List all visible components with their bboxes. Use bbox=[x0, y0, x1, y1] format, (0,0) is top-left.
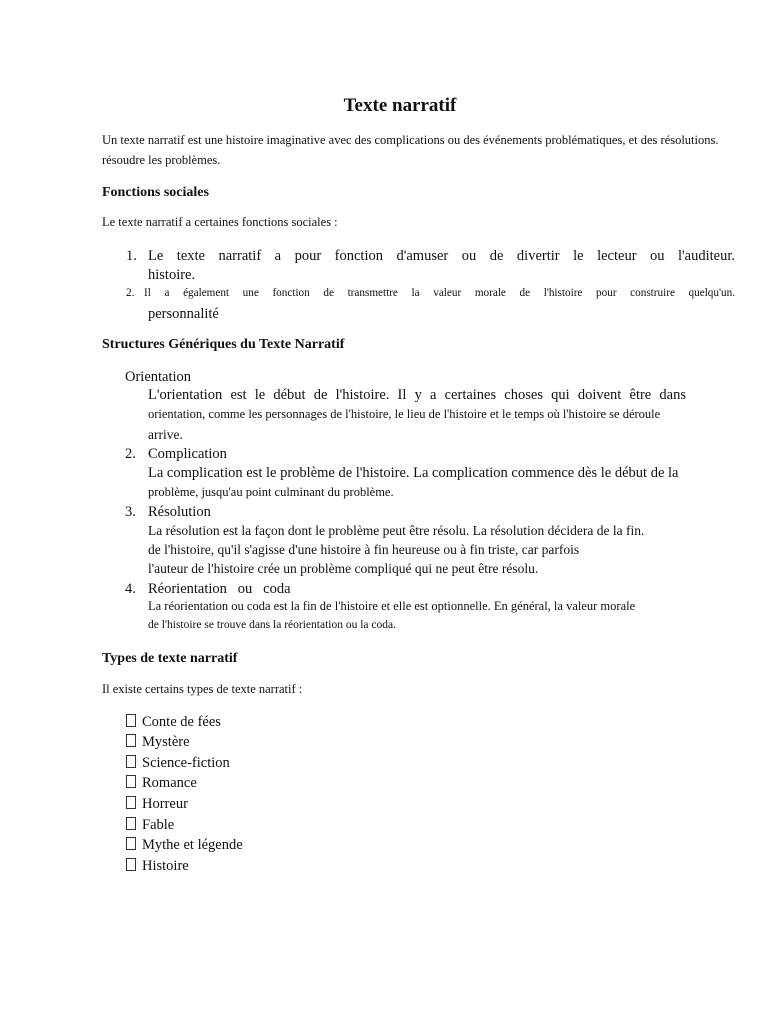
structure-coda-line-2: de l'histoire se trouve dans la réorientation ou la coda. bbox=[148, 619, 396, 631]
structure-complication-line-2: problème, jusqu'au point culminant du problème. bbox=[148, 485, 394, 499]
intro-line-1: Un texte narratif est une histoire imaginative avec des complications ou des événements problématiques, et des résolutions. bbox=[102, 133, 719, 147]
social-lead: Le texte narratif a certaines fonctions sociales : bbox=[102, 215, 338, 229]
checkbox-glyph-icon bbox=[126, 734, 136, 747]
social-item-2-line-2: personnalité bbox=[148, 306, 219, 322]
social-item-1-line-1: Le texte narratif a pour fonction d'amuser ou de divertir le lecteur ou l'auditeur. bbox=[148, 248, 735, 264]
type-item: Mythe et légende bbox=[126, 837, 243, 854]
structures-heading: Structures Génériques du Texte Narratif bbox=[102, 337, 345, 352]
structure-complication-line-1: La complication est le problème de l'histoire. La complication commence dès le début de la bbox=[148, 465, 679, 481]
intro-line-2: résoudre les problèmes. bbox=[102, 153, 221, 167]
structure-orientation-line-2: orientation, comme les personnages de l'histoire, le lieu de l'histoire et le temps où l'histoire se déroule bbox=[148, 407, 661, 421]
structure-coda-line-1: La réorientation ou coda est la fin de l'histoire et elle est optionnelle. En général, la valeur morale bbox=[148, 599, 636, 613]
checkbox-glyph-icon bbox=[126, 796, 136, 809]
structure-resolution-line-3: l'auteur de l'histoire crée un problème compliqué qui ne peut être résolu. bbox=[148, 561, 539, 576]
social-heading: Fonctions sociales bbox=[102, 185, 209, 200]
checkbox-glyph-icon bbox=[126, 837, 136, 850]
structure-complication-title: Complication bbox=[148, 446, 227, 462]
checkbox-glyph-icon bbox=[126, 714, 136, 727]
type-item: Science-fiction bbox=[126, 755, 230, 772]
social-item-2-number: 2. bbox=[126, 287, 135, 299]
structure-orientation-line-3: arrive. bbox=[148, 427, 183, 442]
social-item-1-number: 1. bbox=[126, 248, 137, 264]
type-item: Conte de fées bbox=[126, 714, 221, 731]
social-item-2-line-1: Il a également une fonction de transmettre la valeur morale de l'histoire pour construire quelqu'un. bbox=[144, 287, 735, 299]
document-title: Texte narratif bbox=[343, 95, 457, 116]
structure-resolution-title: Résolution bbox=[148, 504, 211, 520]
structure-coda-number: 4. bbox=[125, 581, 136, 597]
structure-resolution-number: 3. bbox=[125, 504, 136, 520]
checkbox-glyph-icon bbox=[126, 858, 136, 871]
social-item-1-line-2: histoire. bbox=[148, 267, 196, 283]
type-item: Horreur bbox=[126, 796, 188, 813]
type-item: Fable bbox=[126, 817, 174, 834]
structure-resolution-line-1: La résolution est la façon dont le problème peut être résolu. La résolution décidera de la fin. bbox=[148, 523, 645, 538]
structure-complication-number: 2. bbox=[125, 446, 136, 462]
checkbox-glyph-icon bbox=[126, 775, 136, 788]
structure-coda-title: Réorientation ou coda bbox=[148, 581, 291, 597]
types-lead: Il existe certains types de texte narratif : bbox=[102, 682, 303, 696]
type-item: Histoire bbox=[126, 858, 189, 875]
type-item: Romance bbox=[126, 775, 197, 792]
checkbox-glyph-icon bbox=[126, 755, 136, 768]
structure-orientation-title: Orientation bbox=[125, 369, 192, 385]
structure-orientation-line-1: L'orientation est le début de l'histoire. Il y a certaines choses qui doivent être dans bbox=[148, 387, 686, 403]
type-item: Mystère bbox=[126, 734, 190, 751]
checkbox-glyph-icon bbox=[126, 817, 136, 830]
structure-resolution-line-2: de l'histoire, qu'il s'agisse d'une histoire à fin heureuse ou à fin triste, car parfois bbox=[148, 542, 580, 557]
types-heading: Types de texte narratif bbox=[102, 651, 238, 666]
